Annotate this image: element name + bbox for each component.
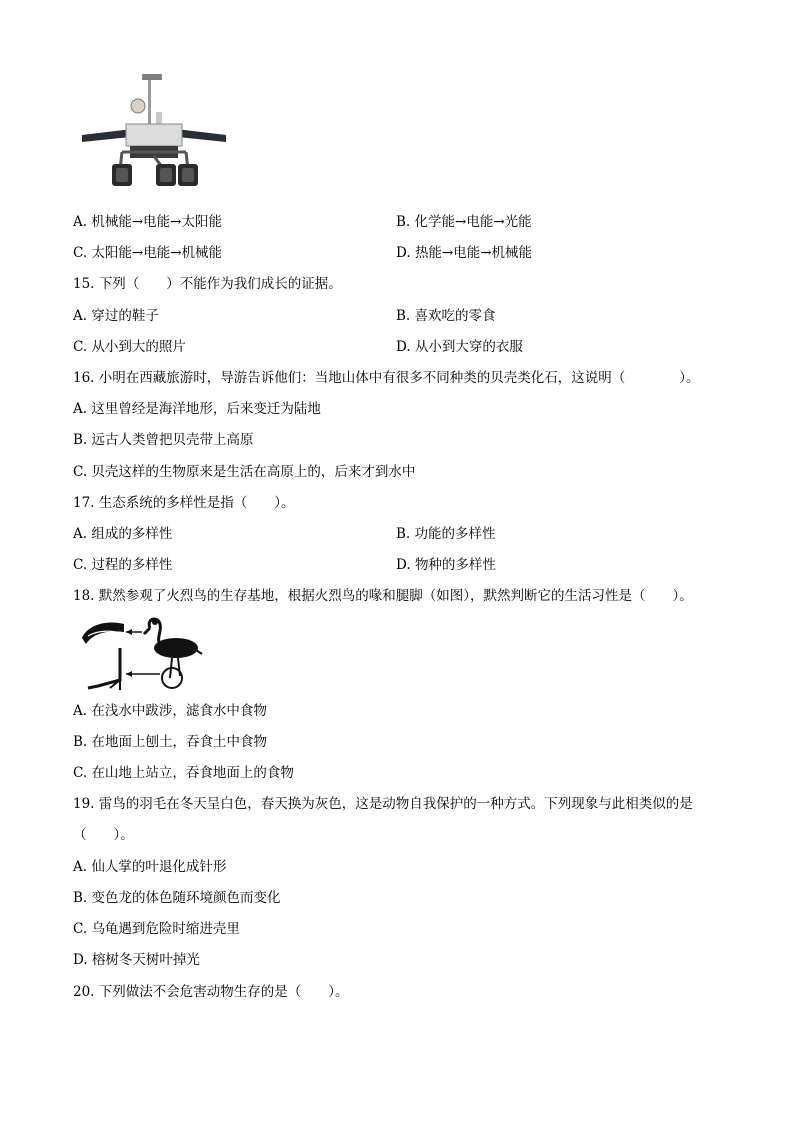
option-letter: A. (73, 401, 88, 417)
option-letter: B. (73, 890, 88, 906)
option-letter: C. (73, 339, 88, 355)
option-text: 从小到大穿的衣服 (414, 339, 523, 355)
q17-option-c (73, 556, 172, 574)
option-letter: C. (73, 765, 88, 781)
q19-option-c (73, 920, 240, 938)
q15-option-a (73, 307, 159, 325)
q17-option-b (396, 525, 496, 543)
q15-option-c (73, 338, 186, 356)
option-text: 功能的多样性 (414, 526, 496, 542)
option-text: 乌龟遇到危险时缩进壳里 (91, 921, 240, 937)
option-text: 喜欢吃的零食 (414, 308, 496, 324)
q20-stem: 20. 下列做法不会危害动物生存的是（ ）。 (73, 984, 349, 1000)
option-letter: A. (73, 214, 88, 230)
q15-option-b (396, 307, 496, 325)
option-text: 太阳能→电能→机械能 (91, 245, 223, 261)
q18-option-c (73, 764, 294, 782)
option-letter: B. (396, 526, 411, 542)
option-text: 在山地上站立，吞食地面上的食物 (91, 765, 294, 781)
option-letter: B. (396, 214, 411, 230)
q19-stem-line1: 19. 雷鸟的羽毛在冬天呈白色，春天换为灰色，这是动物自我保护的一种方式。下列现象与此相类似的是 (73, 796, 693, 812)
q15-option-d (396, 338, 523, 356)
q16-option-b (73, 431, 254, 449)
option-text: 在浅水中跋涉，滤食水中食物 (91, 703, 267, 719)
q19-option-b (73, 889, 281, 907)
option-text: 组成的多样性 (91, 526, 173, 542)
mars-rover-image (78, 72, 230, 190)
option-letter: D. (396, 245, 411, 261)
option-text: 远古人类曾把贝壳带上高原 (91, 432, 254, 448)
option-text: 穿过的鞋子 (91, 308, 159, 324)
q19-stem-line2: （ ）。 (73, 827, 134, 843)
option-letter: A. (73, 703, 88, 719)
option-text: 仙人掌的叶退化成针形 (91, 859, 227, 875)
option-letter: C. (73, 464, 88, 480)
option-letter: B. (396, 308, 411, 324)
option-letter: A. (73, 308, 88, 324)
q18-option-a (73, 702, 267, 720)
option-letter: A. (73, 526, 88, 542)
option-letter: A. (73, 859, 88, 875)
option-text: 热能→电能→机械能 (414, 245, 533, 261)
option-text: 从小到大的照片 (91, 339, 186, 355)
q19-option-a (73, 858, 226, 876)
q17-option-d (396, 556, 496, 574)
option-text: 在地面上刨土，吞食土中食物 (91, 734, 268, 750)
q18-stem: 18. 默然参观了火烈鸟的生存基地，根据火烈鸟的喙和腿脚（如图），默然判断它的生活习性是（ ）。 (73, 588, 693, 604)
option-text: 变色龙的体色随环境颜色而变化 (91, 890, 281, 906)
option-letter: C. (73, 245, 88, 261)
option-text: 机械能→电能→太阳能 (91, 214, 222, 230)
q14-option-d (396, 244, 532, 262)
option-text: 过程的多样性 (91, 557, 173, 573)
q16-option-a (73, 400, 321, 418)
q15-stem: 15. 下列（ ）不能作为我们成长的证据。 (73, 276, 342, 292)
option-text: 物种的多样性 (414, 557, 496, 573)
option-letter: D. (396, 339, 411, 355)
option-text: 化学能→电能→光能 (414, 214, 532, 230)
option-letter: B. (73, 432, 88, 448)
option-text: 榕树冬天树叶掉光 (91, 952, 200, 968)
q17-stem: 17. 生态系统的多样性是指（ ）。 (73, 495, 295, 511)
option-letter: D. (73, 952, 88, 968)
q19-option-d (73, 951, 200, 969)
option-text: 这里曾经是海洋地形，后来变迁为陆地 (91, 401, 321, 417)
q14-option-c (73, 244, 222, 262)
option-text: 贝壳这样的生物原来是生活在高原上的，后来才到水中 (91, 464, 416, 480)
q16-option-c (73, 463, 415, 481)
q14-option-a (73, 213, 222, 231)
q18-option-b (73, 733, 267, 751)
option-letter: C. (73, 921, 88, 937)
q14-option-b (396, 213, 532, 231)
q16-stem: 16. 小明在西藏旅游时，导游告诉他们：当地山体中有很多不同种类的贝壳类化石，这说明（ ）。 (73, 370, 700, 386)
option-letter: D. (396, 557, 411, 573)
option-letter: B. (73, 734, 88, 750)
option-letter: C. (73, 557, 88, 573)
flamingo-image (80, 614, 204, 692)
q17-option-a (73, 525, 172, 543)
